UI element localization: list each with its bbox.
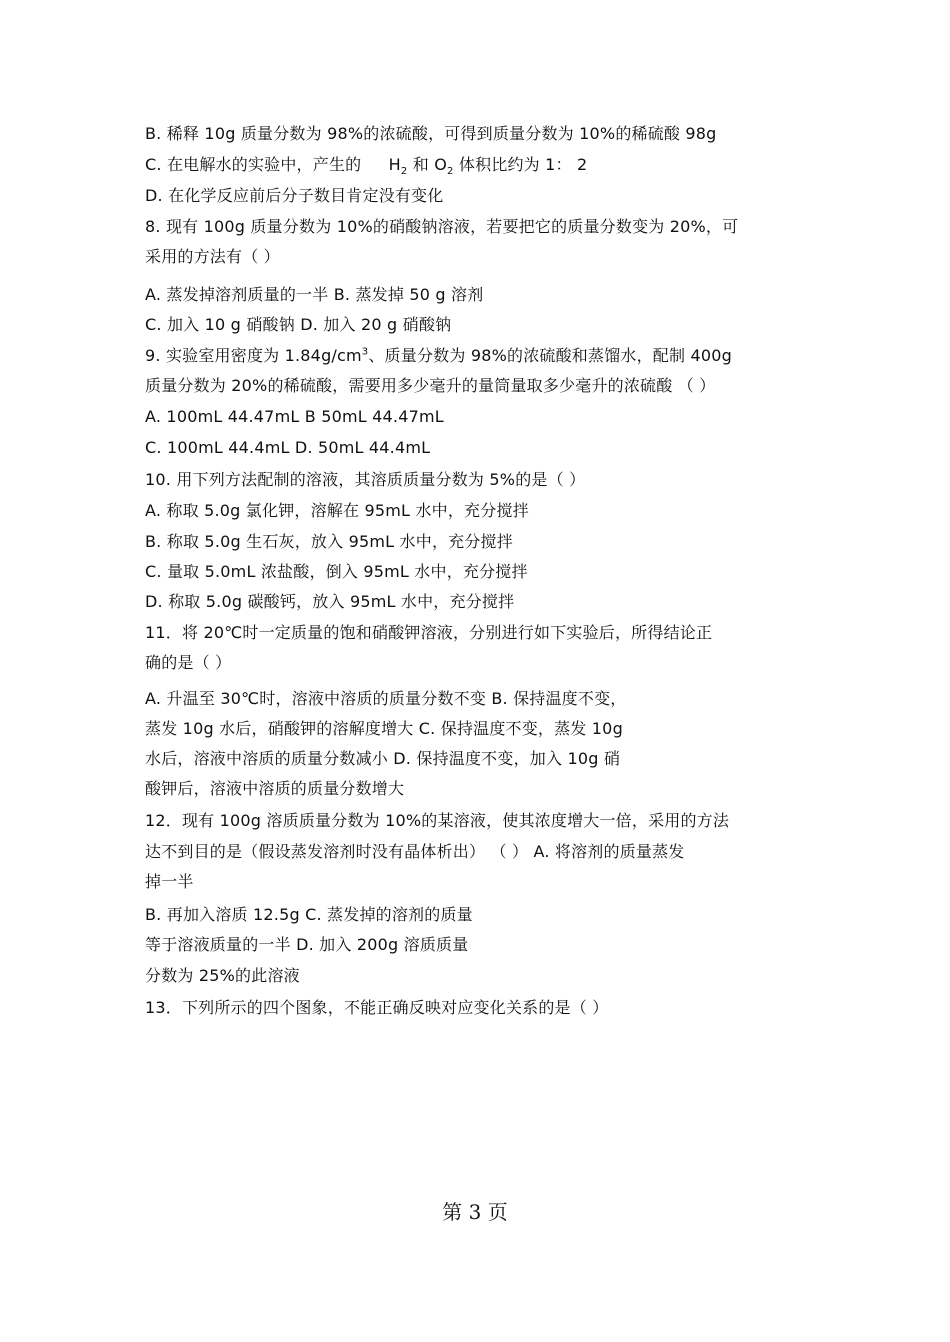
text-line: 12．现有 100g 溶质质量分数为 10%的某溶液，使其浓度增大一倍，采用的方法 xyxy=(145,811,730,830)
text-line: 掉一半 xyxy=(145,872,194,891)
page-number: 第 3 页 xyxy=(442,1200,508,1224)
text-segment: 9. 实验室用密度为 1.84g/cm xyxy=(145,346,362,365)
text-line: C. 加入 10 g 硝酸钠 D. 加入 20 g 硝酸钠 xyxy=(145,315,452,334)
text-line: 水后，溶液中溶质的质量分数减小 D. 保持温度不变，加入 10g 硝 xyxy=(145,749,621,768)
text-line: 质量分数为 20%的稀硫酸，需要用多少毫升的量筒量取多少毫升的浓硫酸 （ ） xyxy=(145,376,716,395)
text-line: 10. 用下列方法配制的溶液，其溶质质量分数为 5%的是（ ） xyxy=(145,470,586,489)
text-line: 11．将 20℃时一定质量的饱和硝酸钾溶液，分别进行如下实验后，所得结论正 xyxy=(145,623,713,642)
text-line: D. 称取 5.0g 碳酸钙，放入 95mL 水中，充分搅拌 xyxy=(145,592,515,611)
text-segment: 、质量分数为 98%的浓硫酸和蒸馏水，配制 400g xyxy=(368,346,732,365)
text-line: 蒸发 10g 水后，硝酸钾的溶解度增大 C. 保持温度不变，蒸发 10g xyxy=(145,719,623,738)
text-line: B. 再加入溶质 12.5g C. 蒸发掉的溶剂的质量 xyxy=(145,905,473,924)
text-line: C. 量取 5.0mL 浓盐酸，倒入 95mL 水中，充分搅拌 xyxy=(145,562,528,581)
text-segment: C. 在电解水的实验中，产生的 xyxy=(145,155,362,174)
text-line: B. 称取 5.0g 生石灰，放入 95mL 水中，充分搅拌 xyxy=(145,532,513,551)
superscript: 3 xyxy=(361,346,369,358)
text-line: A. 升温至 30℃时，溶液中溶质的质量分数不变 B. 保持温度不变， xyxy=(145,689,627,708)
text-line xyxy=(145,154,587,176)
text-line: B. 稀释 10g 质量分数为 98%的浓硫酸，可得到质量分数为 10%的稀硫酸 98g xyxy=(145,124,717,143)
text-line xyxy=(145,345,732,367)
text-line: A. 称取 5.0g 氯化钾，溶解在 95mL 水中，充分搅拌 xyxy=(145,501,529,520)
text-line: 达不到目的是（假设蒸发溶剂时没有晶体析出） （ ） A. 将溶剂的质量蒸发 xyxy=(145,842,685,861)
formula-o2: $O_2$ xyxy=(434,155,454,178)
text-line: 13．下列所示的四个图象，不能正确反映对应变化关系的是（ ） xyxy=(145,998,609,1017)
text-line: 采用的方法有（ ） xyxy=(145,247,280,266)
text-line: 8. 现有 100g 质量分数为 10%的硝酸钠溶液，若要把它的质量分数变为 20%，可 xyxy=(145,217,739,236)
text-line: 酸钾后，溶液中溶质的质量分数增大 xyxy=(145,779,405,798)
text-segment: 体积比约为 1： 2 xyxy=(453,155,588,174)
text-line: A. 蒸发掉溶剂质量的一半 B. 蒸发掉 50 g 溶剂 xyxy=(145,285,484,304)
text-line: 等于溶液质量的一半 D. 加入 200g 溶质质量 xyxy=(145,935,469,954)
text-line: D. 在化学反应前后分子数目肯定没有变化 xyxy=(145,186,444,205)
text-line: 分数为 25%的此溶液 xyxy=(145,966,300,985)
text-segment: 和 xyxy=(407,155,435,174)
text-line: 确的是（ ） xyxy=(145,653,232,672)
text-line: C. 100mL 44.4mL D. 50mL 44.4mL xyxy=(145,438,431,457)
text-line: A. 100mL 44.47mL B 50mL 44.47mL xyxy=(145,407,444,426)
formula-h2: $H_2$ xyxy=(388,155,408,178)
